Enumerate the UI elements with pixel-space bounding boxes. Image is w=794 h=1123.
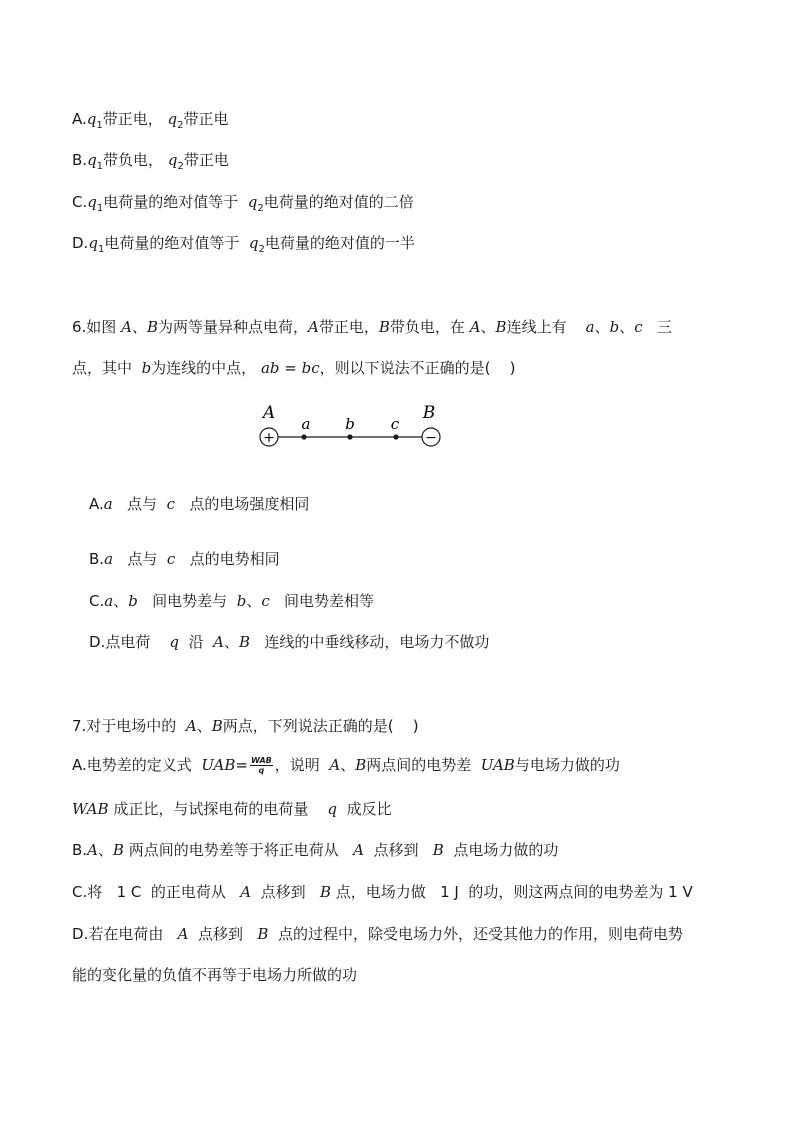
point-a-dot xyxy=(301,434,306,439)
q7-option-d-line2: 能的变化量的负值不再等于电场力所做的功 xyxy=(72,966,358,984)
q7-stem: 7.对于电场中的 A、B两点，下列说法正确的是( ) xyxy=(72,717,419,735)
q6-option-c: C.a、b 间电势差与 b、c 间电势差相等 xyxy=(89,592,375,610)
definition-fraction: $\frac{\text{WAB}}{q}$ xyxy=(250,756,272,775)
q5-option-d: $D.q_1$电荷量的绝对值等于 $q_2$电荷量的绝对值的一半 xyxy=(72,234,415,255)
q7-option-a-line1: A.电势差的定义式 UAB= $\frac{\text{WAB}}{q}$ ，说明 A、B两点间的电势差 UAB与电场力做的功 xyxy=(72,756,620,775)
label-c: c xyxy=(390,415,400,433)
q6-option-d: D.点电荷 q 沿 A、B 连线的中垂线移动，电场力不做功 xyxy=(89,633,490,651)
plus-sign: + xyxy=(263,430,275,446)
q6-charge-figure xyxy=(250,398,450,453)
label-b: b xyxy=(345,415,355,433)
q6-stem-line1: 6.如图 A、B为两等量异种点电荷，A带正电，B带负电，在 A、B连线上有 a、b、c 三 xyxy=(72,318,672,336)
q7-option-d-line1: D.若在电荷由 A 点移到 B 点的过程中，除受电场力外，还受其他力的作用，则电荷电势 xyxy=(72,925,683,943)
q5-option-a: $A.q_1$带正电， $q_2$带正电 xyxy=(72,110,229,131)
label-a: a xyxy=(301,415,311,433)
q6-option-b: B.a 点与 c 点的电势相同 xyxy=(89,550,280,568)
q5-option-b: $B.q_1$带负电， $q_2$带正电 xyxy=(72,151,229,172)
label-B: B xyxy=(422,403,436,423)
point-c-dot xyxy=(393,434,398,439)
q5-option-c: $C.q_1$电荷量的绝对值等于 $q_2$电荷量的绝对值的二倍 xyxy=(72,193,414,214)
q7-option-a-line2: WAB 成正比，与试探电荷的电荷量 q 成反比 xyxy=(72,800,392,818)
q7-option-b: B.A、B 两点间的电势差等于将正电荷从 A 点移到 B 点电场力做的功 xyxy=(72,841,559,859)
q6-option-a: A.a 点与 c 点的电场强度相同 xyxy=(89,495,310,513)
point-b-dot xyxy=(347,434,352,439)
q7-option-c: C.将 1 C 的正电荷从 A 点移到 B 点，电场力做 1 J 的功，则这两点间的电势差为 1 V xyxy=(72,883,693,901)
label-A: A xyxy=(262,403,276,423)
minus-sign: − xyxy=(425,430,437,446)
q6-stem-line2: 点，其中 b为连线的中点， ab = bc，则以下说法不正确的是( ) xyxy=(72,359,516,377)
